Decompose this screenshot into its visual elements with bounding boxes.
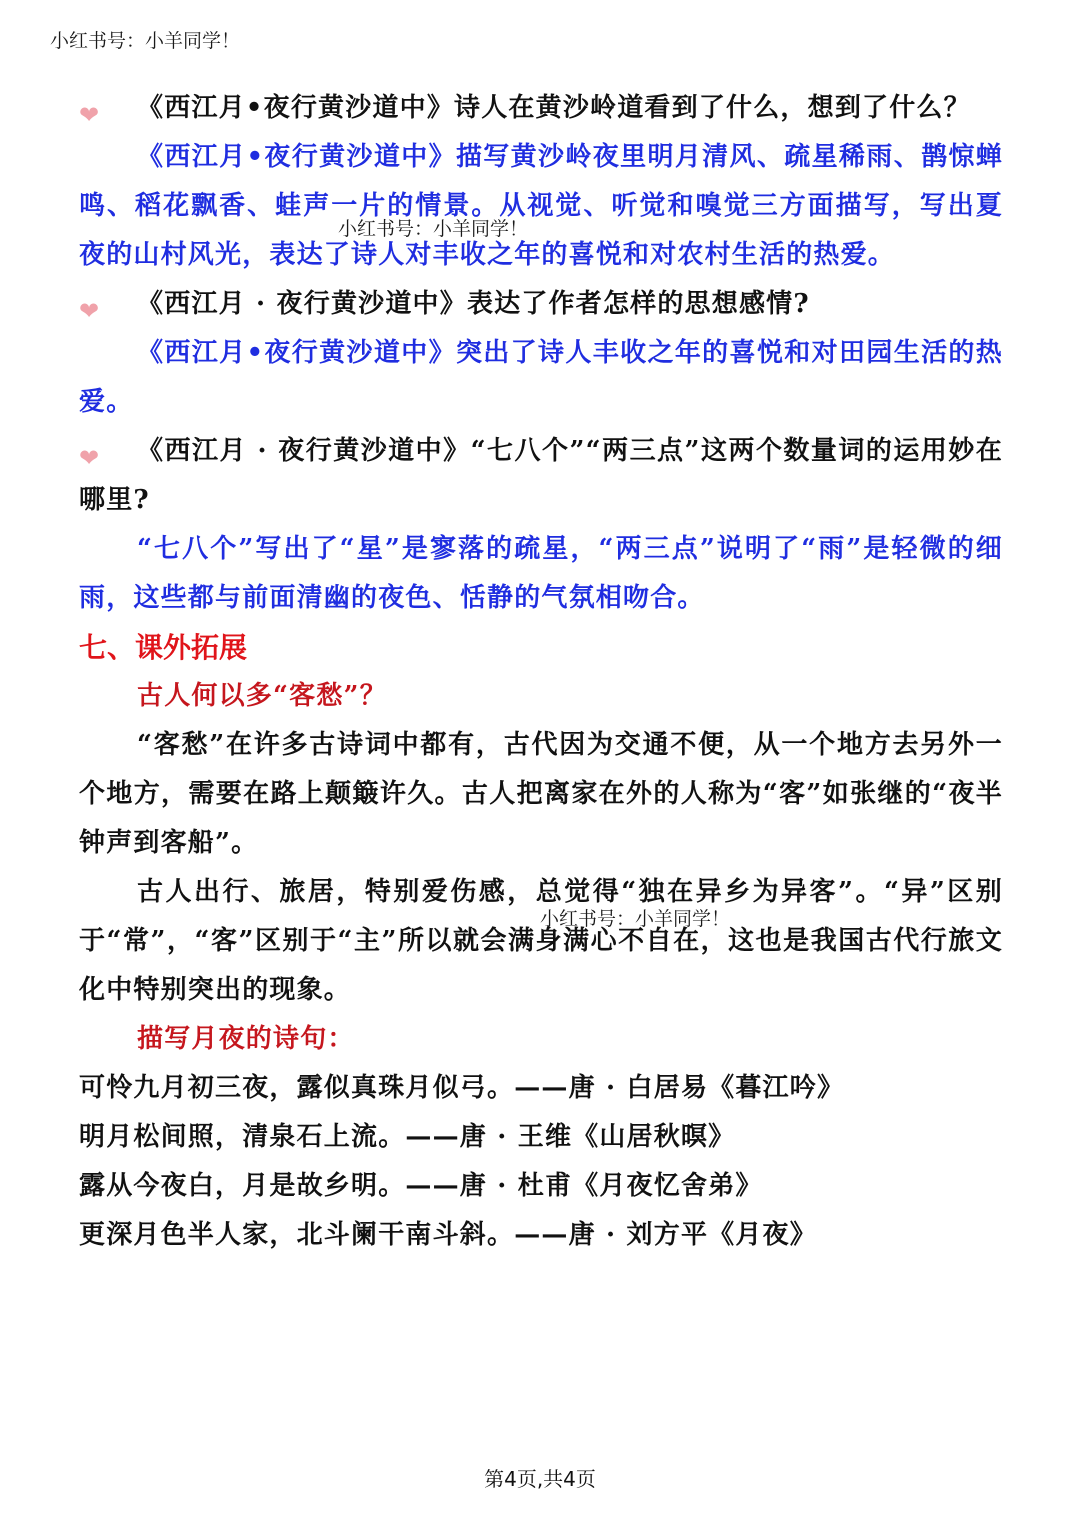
poem-line: 可怜九月初三夜，露似真珠月似弓。——唐 · 白居易《暮江吟》 (79, 1073, 845, 1103)
answer: “七八个”写出了“星”是寥落的疏星，“两三点”说明了“雨”是轻微的细雨，这些都与前面清幽的夜色、恬静的气氛相吻合。 (79, 534, 1003, 613)
subheading: 古人何以多“客愁”？ (137, 681, 387, 711)
page-number: 第4页,共4页 (484, 1467, 596, 1491)
answer: 《西江月•夜行黄沙道中》突出了诗人丰收之年的喜悦和对田园生活的热爱。 (79, 338, 1003, 417)
question (79, 427, 1003, 525)
subheading: 描写月夜的诗句： (137, 1024, 355, 1054)
section-title: 七、课外拓展 (79, 631, 248, 664)
heart-icon: ❤ (79, 101, 101, 129)
watermark-top: 小红书号：小羊同学！ (50, 30, 241, 52)
question-text: 《西江月 · 夜行黄沙道中》表达了作者怎样的思想感情? (137, 289, 810, 319)
paragraph: 古人出行、旅居，特别爱伤感，总觉得“独在异乡为异客”。“异”区别于“常”，“客”区别于“主”所以就会满身满心不自在，这也是我国古代行旅文化中特别突出的现象。 (79, 877, 1003, 1005)
poem-line: 露从今夜白，月是故乡明。——唐 · 杜甫《月夜忆舍弟》 (79, 1171, 763, 1201)
watermark-overlay: 小红书号：小羊同学！ (540, 908, 731, 930)
answer: 《西江月•夜行黄沙道中》描写黄沙岭夜里明月清风、疏星稀雨、鹊惊蝉鸣、稻花飘香、蛙声一片的情景。从视觉、听觉和嗅觉三方面描写，写出夏夜的山村风光，表达了诗人对丰收之年的喜悦和对农村生活的热爱。 (79, 142, 1003, 270)
poem-line: 更深月色半人家，北斗阑干南斗斜。——唐 · 刘方平《月夜》 (79, 1220, 817, 1250)
paragraph: “客愁”在许多古诗词中都有，古代因为交通不便，从一个地方去另外一个地方，需要在路上颠簸许久。古人把离家在外的人称为“客”如张继的“夜半钟声到客船”。 (79, 730, 1003, 858)
document-body (79, 84, 1003, 1260)
question-text: 《西江月•夜行黄沙道中》诗人在黄沙岭道看到了什么，想到了什么？ (137, 93, 971, 123)
heart-icon: ❤ (79, 297, 101, 325)
heart-icon: ❤ (79, 444, 101, 472)
question (79, 280, 1003, 329)
watermark-overlay: 小红书号：小羊同学！ (338, 218, 529, 240)
question (79, 84, 1003, 133)
question-text: 《西江月 · 夜行黄沙道中》“七八个”“两三点”这两个数量词的运用妙在哪里? (79, 436, 1003, 515)
poem-line: 明月松间照，清泉石上流。——唐 · 王维《山居秋暝》 (79, 1122, 736, 1152)
